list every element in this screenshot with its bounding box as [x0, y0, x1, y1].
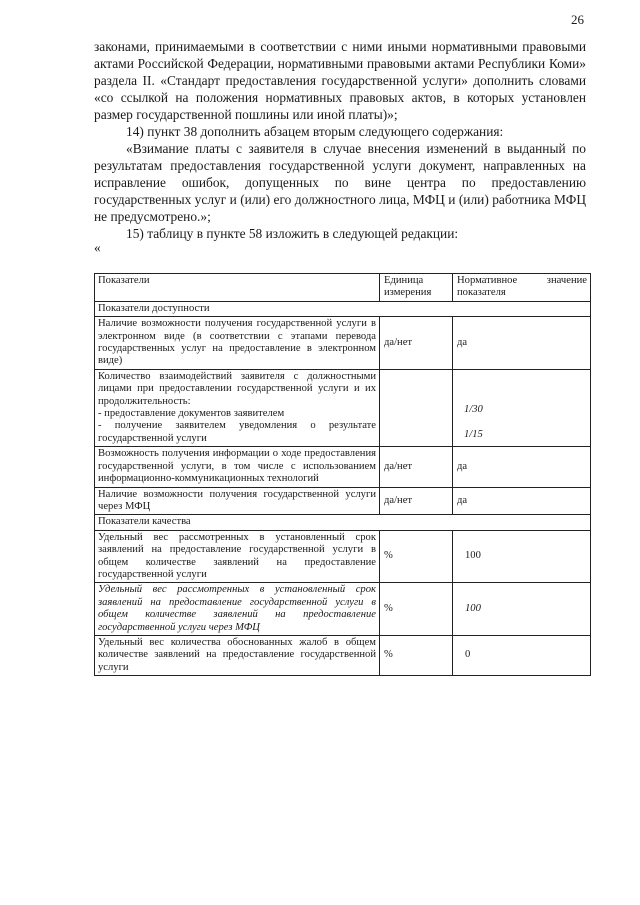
section-row: [95, 301, 591, 316]
table-row: [95, 583, 591, 636]
row-value: 100: [453, 583, 591, 636]
row-unit: %: [380, 530, 453, 583]
paragraph-item-15: 15) таблицу в пункте 58 изложить в следующей редакции:: [126, 226, 459, 241]
table-row: [95, 635, 591, 675]
page-number: 26: [571, 12, 584, 27]
row-value: 100: [453, 530, 591, 583]
row-indicator-text: Количество взаимодействий заявителя с должностными лицами при предоставлении государственной услуги и их продолжительность:: [98, 370, 376, 407]
row-sub-item: - предоставление документов заявителем: [98, 408, 285, 420]
row-value: [453, 369, 591, 446]
row-indicator: Удельный вес рассмотренных в установленный срок заявлений на предоставление государственной услуги в общем количестве заявлений на предоставление государственной услуги: [95, 530, 380, 583]
row-value: 0: [453, 635, 591, 675]
row-unit: да/нет: [380, 447, 453, 487]
paragraph-item-14: 14) пункт 38 дополнить абзацем вторым следующего содержания:: [126, 124, 504, 139]
paragraph-continuation: законами, принимаемыми в соответствии с ними иными нормативными правовыми актами Российской Федерации, нормативными правовыми актами Республики Коми» раздела II. «Стандарт предоставления государственной услуги» дополнить словами «со ссылкой на положения нормативных правовых актов, в которых установлен размер государственной пошлины или иной платы)»;: [94, 39, 586, 122]
row-indicator: Возможность получения информации о ходе предоставления государственной услуги, в том числе с использованием информационно-коммуникационных технологий: [95, 447, 380, 487]
row-indicator: Удельный вес количества обоснованных жалоб в общем количестве заявлений на предоставление государственной услуги: [95, 635, 380, 675]
row-indicator: Наличие возможности получения государственной услуги в электронном виде (в соответствии с этапами перевода государственных услуг на предоставление в электронном виде): [95, 317, 380, 370]
row-sub-item: - получение заявителем уведомления о результате государственной услуги: [98, 420, 376, 444]
table-row: [95, 487, 591, 515]
row-indicator: Удельный вес рассмотренных в установленный срок заявлений на предоставление государственной услуги в общем количестве заявлений на предоставление государственной услуги через МФЦ: [95, 583, 380, 636]
row-indicator: [95, 369, 380, 446]
row-value: да: [453, 317, 591, 370]
header-value: Нормативное значение показателя: [453, 274, 591, 302]
table-header-row: [95, 274, 591, 302]
document-body: [94, 38, 586, 254]
header-unit: Единица измерения: [380, 274, 453, 302]
row-unit: да/нет: [380, 317, 453, 370]
row-unit: да/нет: [380, 487, 453, 515]
table-row: [95, 447, 591, 487]
row-unit: %: [380, 635, 453, 675]
row-value: да: [453, 487, 591, 515]
row-indicator: Наличие возможности получения государственной услуги через МФЦ: [95, 487, 380, 515]
opening-quote: «: [94, 240, 101, 255]
header-indicator: Показатели: [95, 274, 380, 302]
row-value-sub: 1/15: [464, 428, 483, 440]
section-row: [95, 515, 591, 530]
row-unit: [380, 369, 453, 446]
row-value: да: [453, 447, 591, 487]
table-row: [95, 530, 591, 583]
indicators-table: [94, 273, 591, 676]
row-value-sub: 1/30: [464, 404, 483, 416]
table-row: [95, 369, 591, 446]
section-quality: Показатели качества: [95, 515, 591, 530]
row-unit: %: [380, 583, 453, 636]
paragraph-fee-quote: «Взимание платы с заявителя в случае внесения изменений в выданный по результатам предоставления государственной услуги документ, направленных на исправление ошибок, допущенных по вине центра по предоставлению государственных услуг и (или) его должностного лица, МФЦ и (или) работника МФЦ не предусмотрено.»;: [94, 141, 586, 224]
section-access: Показатели доступности: [95, 301, 591, 316]
table-row: [95, 317, 591, 370]
